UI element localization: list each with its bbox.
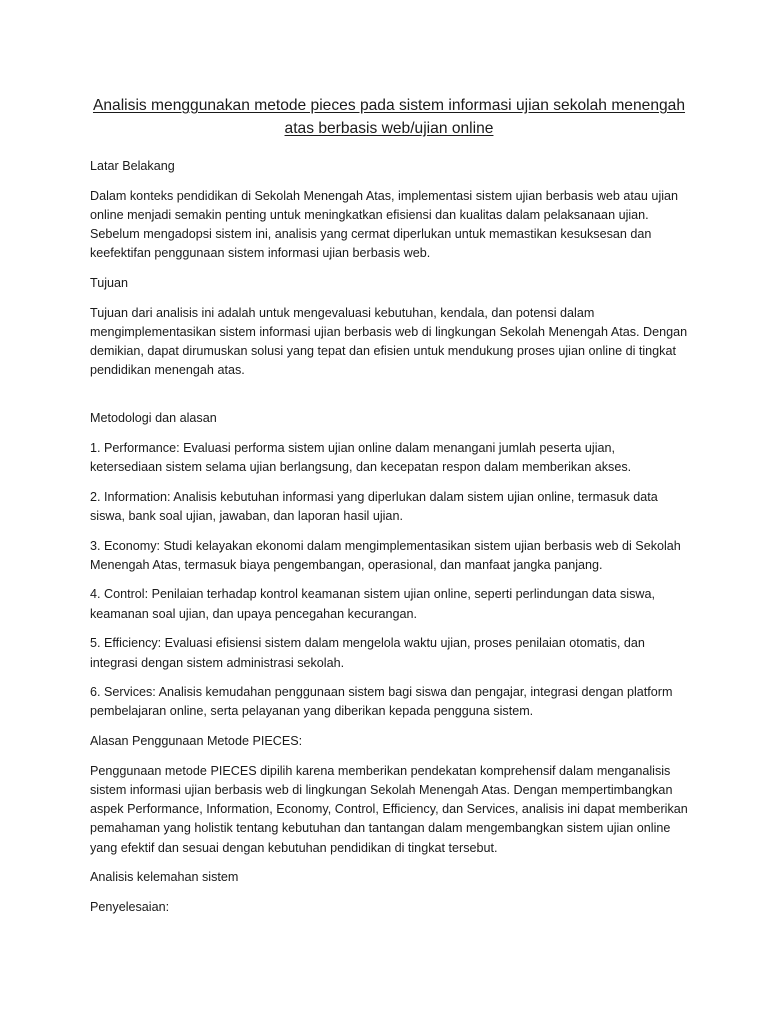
section-heading-penyelesaian: Penyelesaian: bbox=[90, 900, 170, 915]
list-item-economy: 3. Economy: Studi kelayakan ekonomi dalam mengimplementasikan sistem ujian berbasis web di Sekolah Menengah Atas, termasuk biaya pengembangan, operasional, dan manfaat jangka panjang. bbox=[90, 538, 681, 572]
list-item-information: 2. Information: Analisis kebutuhan informasi yang diperlukan dalam sistem ujian online, termasuk data siswa, bank soal ujian, jawaban, dan laporan hasil ujian. bbox=[90, 489, 658, 523]
section-heading-tujuan: Tujuan bbox=[90, 276, 129, 291]
list-item-performance: 1. Performance: Evaluasi performa sistem ujian online dalam menangani jumlah peserta ujian, ketersediaan sistem selama ujian berlangsung, dan kecepatan respon dalam memberikan akses. bbox=[90, 440, 632, 474]
section-heading-kelemahan: Analisis kelemahan sistem bbox=[90, 870, 239, 885]
section-heading-metodologi: Metodologi dan alasan bbox=[90, 411, 217, 426]
paragraph-alasan: Penggunaan metode PIECES dipilih karena memberikan pendekatan komprehensif dalam menganalisis sistem informasi ujian berbasis web di lingkungan Sekolah Menengah Atas. Dengan mempertimbangkan aspek Performance, Information, Economy, Control, Efficiency, dan Services, analisis ini dapat memberikan pemahaman yang holistik tentang kebutuhan dan tantangan dalam mengembangkan sistem ujian online yang efektif dan sesuai dengan kebutuhan pendidikan di tingkat tersebut. bbox=[90, 763, 688, 855]
paragraph-latar-belakang: Dalam konteks pendidikan di Sekolah Menengah Atas, implementasi sistem ujian berbasis web atau ujian online menjadi semakin penting untuk meningkatkan efisiensi dan kualitas dalam pelaksanaan ujian. Sebelum mengadopsi sistem ini, analisis yang cermat diperlukan untuk memastikan kesuksesan dan keefektifan penggunaan sistem informasi ujian berbasis web. bbox=[90, 188, 679, 261]
document-content bbox=[90, 94, 688, 928]
section-heading-alasan: Alasan Penggunaan Metode PIECES: bbox=[90, 734, 303, 749]
list-item-efficiency: 5. Efficiency: Evaluasi efisiensi sistem dalam mengelola waktu ujian, proses penilaian otomatis, dan integrasi dengan sistem administrasi sekolah. bbox=[90, 636, 645, 670]
section-heading-latar-belakang: Latar Belakang bbox=[90, 159, 175, 173]
list-item-control: 4. Control: Penilaian terhadap kontrol keamanan sistem ujian online, seperti perlindungan data siswa, keamanan soal ujian, dan upaya pencegahan kecurangan. bbox=[90, 587, 655, 621]
paragraph-tujuan: Tujuan dari analisis ini adalah untuk mengevaluasi kebutuhan, kendala, dan potensi dalam mengimplementasikan sistem informasi ujian berbasis web di lingkungan Sekolah Menengah Atas. Dengan demikian, dapat dirumuskan solusi yang tepat dan efisien untuk mendukung proses ujian online di tingkat pendidikan menengah atas. bbox=[90, 305, 688, 378]
document-title: Analisis menggunakan metode pieces pada sistem informasi ujian sekolah menengah atas berbasis web/ujian online bbox=[92, 97, 686, 137]
blank-line bbox=[90, 391, 688, 409]
list-item-services: 6. Services: Analisis kemudahan penggunaan sistem bagi siswa dan pengajar, integrasi dengan platform pembelajaran online, serta pelayanan yang diberikan kepada pengguna sistem. bbox=[90, 685, 673, 719]
